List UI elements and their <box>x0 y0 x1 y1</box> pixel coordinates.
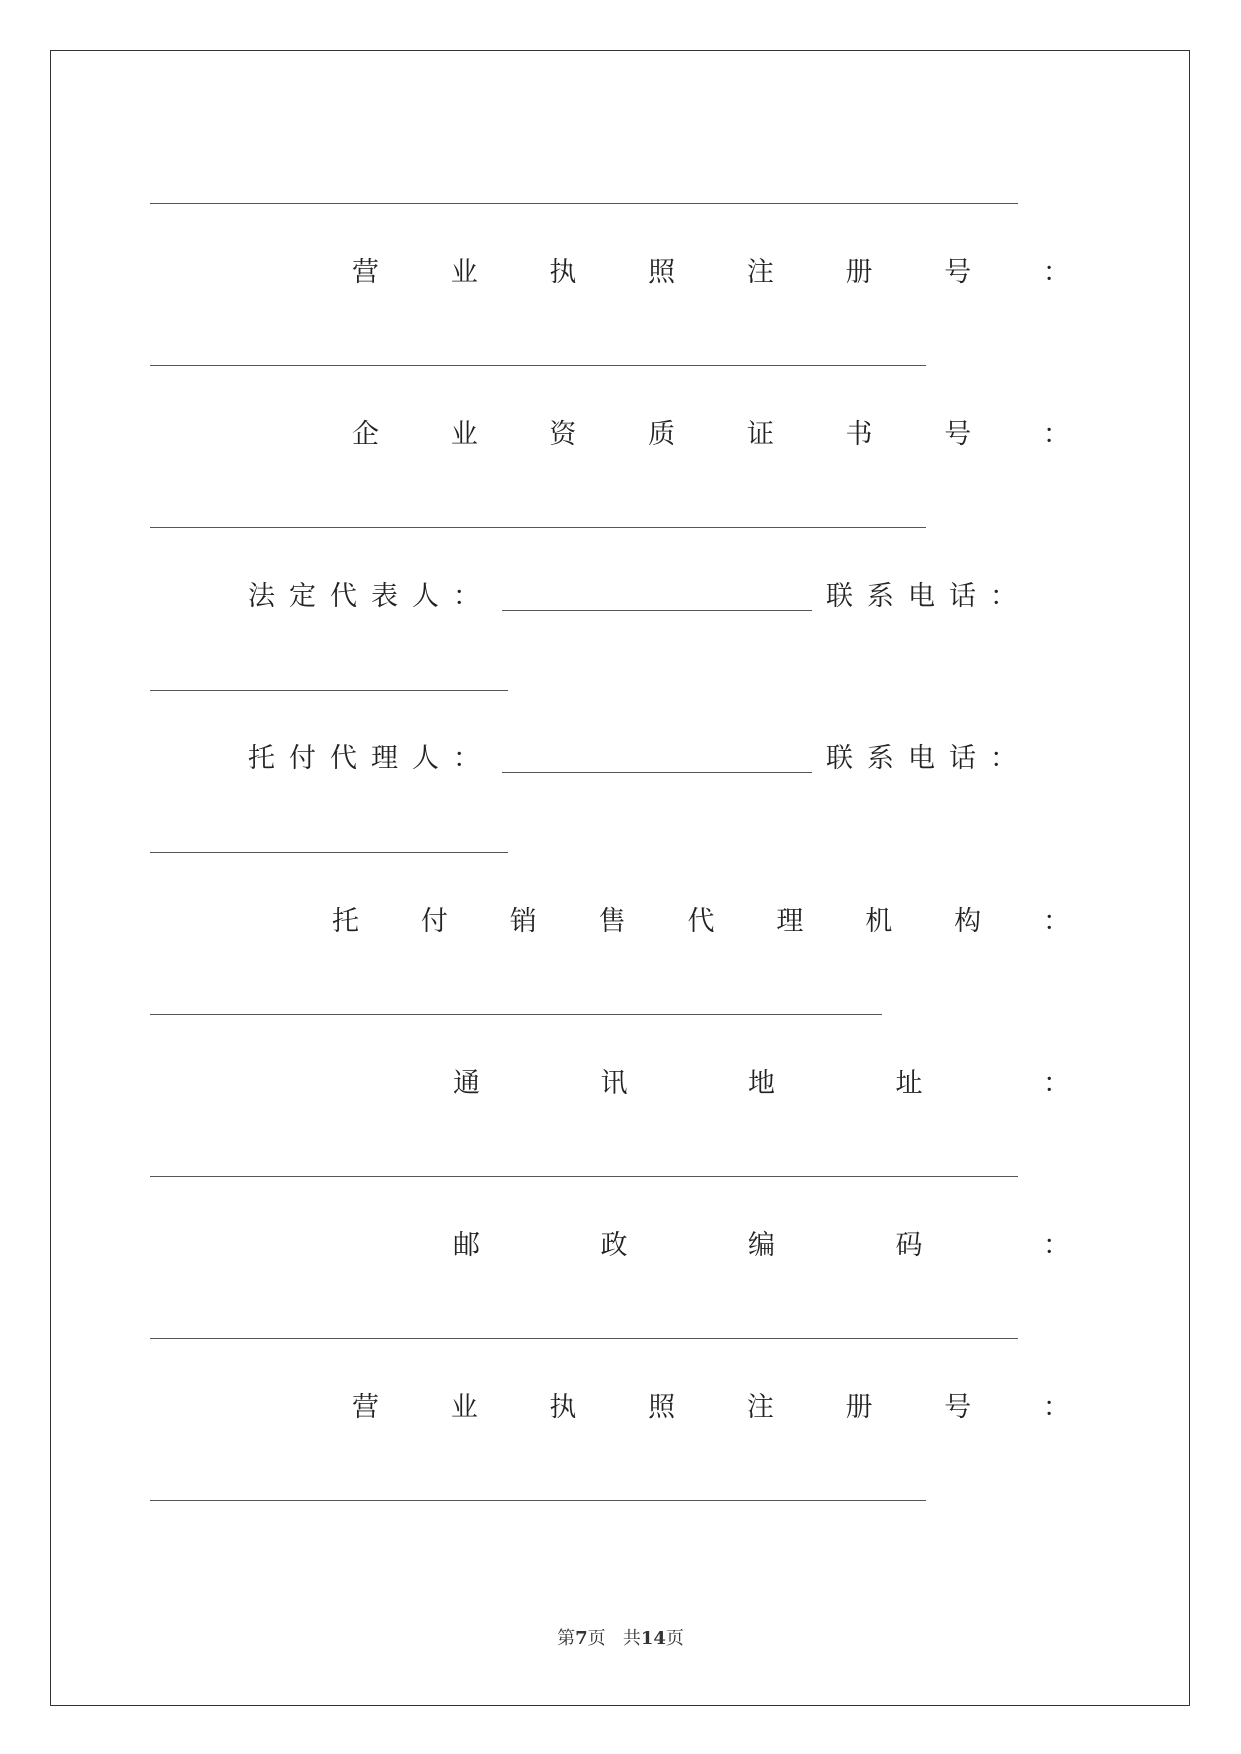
blank-line <box>150 690 508 691</box>
authorized-agent-blank <box>502 746 812 773</box>
page-number: 7 <box>575 1628 588 1649</box>
field-legal-representative <box>248 577 1078 617</box>
field-qualification-cert: 企 业 资 质 证 书 号 ： <box>352 419 1070 450</box>
field-mailing-address: 通 讯 地 址 ： <box>453 1068 1070 1099</box>
blank-line <box>150 527 926 528</box>
field-sales-agency: 托 付 销 售 代 理 机 构 ： <box>332 906 1070 937</box>
page-border <box>50 50 1190 1706</box>
legal-representative-blank <box>502 584 812 611</box>
contact-phone-label: 联系电话： <box>826 581 1031 612</box>
contact-phone-label: 联系电话： <box>826 743 1031 774</box>
authorized-agent-label: 托付代理人： <box>248 743 494 774</box>
blank-line <box>150 1338 1018 1339</box>
page-footer: 第7页 共14页 <box>557 1628 684 1649</box>
blank-line <box>150 365 926 366</box>
blank-line <box>150 852 508 853</box>
blank-line <box>150 1500 926 1501</box>
field-business-license-2: 营 业 执 照 注 册 号 ： <box>352 1392 1070 1423</box>
blank-line <box>150 1014 882 1015</box>
blank-line <box>150 1176 1018 1177</box>
page-total: 14 <box>640 1628 666 1649</box>
field-postal-code: 邮 政 编 码 ： <box>453 1230 1070 1261</box>
field-business-license: 营 业 执 照 注 册 号 ： <box>352 257 1070 288</box>
legal-representative-label: 法定代表人： <box>248 581 494 612</box>
blank-line <box>150 203 1018 204</box>
field-authorized-agent <box>248 739 1078 779</box>
